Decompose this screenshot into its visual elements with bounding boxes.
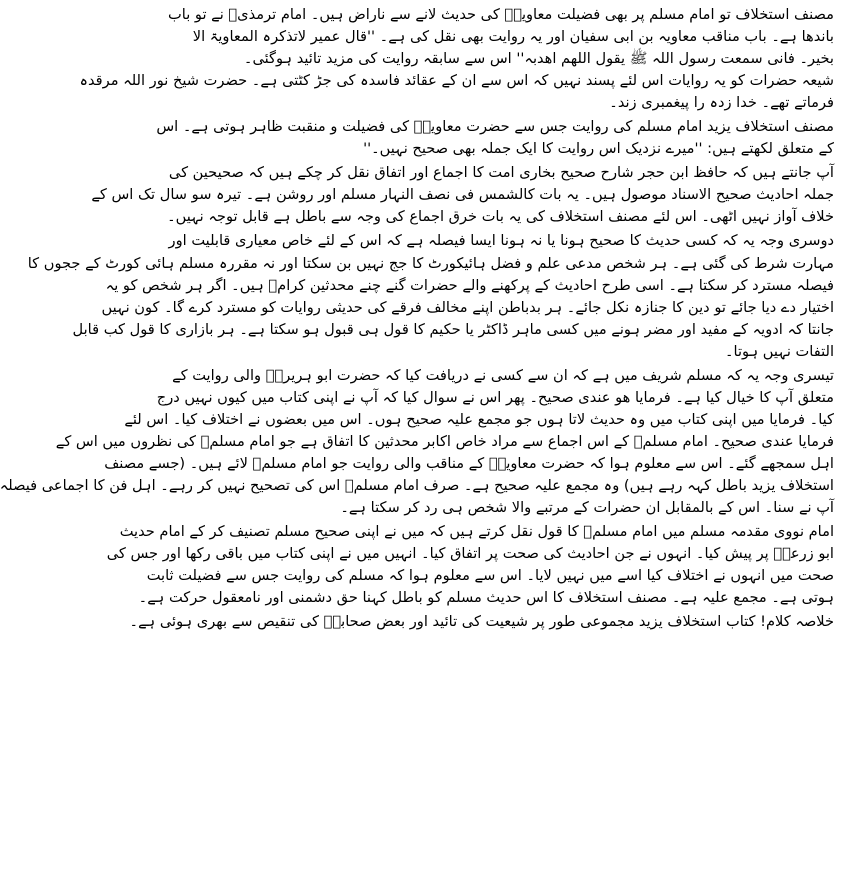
text-line: آپ نے سنا۔ اس کے بالمقابل ان حضرات کے مرتبے والا شخص ہی رد کر سکتا ہے۔ [340, 499, 834, 517]
text-line: خلاف آواز نہیں اٹھی۔ اس لئے مصنف استخلاف کی یہ بات خرق اجماع کی وجہ سے باطل ہے قابل توجہ نہیں۔ [167, 208, 834, 226]
text-line: ابو زرعہؒ پر پیش کیا۔ انہوں نے جن احادیث کی صحت پر اتفاق کیا۔ انہیں میں نے اپنی کتاب میں باقی رکھا اور جس کی [106, 545, 834, 563]
text-line: صحت میں انہوں نے اختلاف کیا اسے میں نہیں لایا۔ اس سے معلوم ہوا کہ مسلم کی روایت جس سے فضیلت ثابت [146, 567, 834, 585]
text-line: ہوتی ہے۔ مجمع علیہ ہے۔ مصنف استخلاف کا اس حدیث مسلم کو باطل کہنا حق دشمنی اور نامعقول حرکت ہے۔ [138, 589, 834, 607]
text-line: التفات نہیں ہوتا۔ [724, 342, 834, 360]
paragraph-conclusion [129, 611, 834, 633]
text-line: مصنف استخلاف یزید امام مسلم کی روایت جس سے حضرت معاویہؓ کی فضیلت و منقبت ظاہر ہوتی ہے۔ اس [156, 118, 834, 136]
text-line: جملہ احادیث صحیح الاسناد موصول ہیں۔ یہ بات کالشمس فی نصف النہار مسلم اور روشن ہے۔ تیرہ سو سال تک اس کے [91, 186, 834, 204]
text-line: شیعہ حضرات کو یہ روایات اس لئے پسند نہیں کہ اس سے ان کے عقائد فاسدہ کی جڑ کٹتی ہے۔ حضرت شیخ نور اللہ مرقدہ [79, 72, 834, 90]
text-line: آپ جانتے ہیں کہ حافظ ابن حجر شارح صحیح بخاری امت کا اجماع اور اتفاق نقل کر چکے ہیں کہ صحیحین کی [168, 164, 834, 182]
text-line: فیصلہ مسترد کر سکتا ہے۔ اسی طرح احادیث کے پرکھنے والے حضرات گنے چنے محدثین کرامؒ ہیں۔ اگر ہر شخص کو یہ [105, 276, 834, 294]
text-line: جانتا کہ ادویہ کے مفید اور مضر ہونے میں کسی ماہر ڈاکٹر یا حکیم کا قول ہی قبول ہو سکتا ہے۔ ہر بازاری کا قول کب قابل [72, 320, 834, 338]
paragraph-consensus [91, 162, 834, 228]
text-line: مہارت شرط کی گئی ہے۔ ہر شخص مدعی علم و فضل ہائیکورٹ کا جج نہیں بن سکتا اور نہ مقررہ مسلم ہائی کورٹ کے ججوں کا [27, 254, 834, 272]
text-line: امام نووی مقدمہ مسلم میں امام مسلمؒ کا قول نقل کرتے ہیں کہ میں نے اپنی صحیح مسلم تصنیف کر کے امام حدیث [119, 523, 834, 541]
paragraph-tirmidhi-chapter [79, 4, 834, 114]
text-line: دوسری وجہ یہ کہ کسی حدیث کا صحیح ہونا یا نہ ہونا ایسا فیصلہ ہے کہ اس کے لئے خاص معیاری قابلیت اور [168, 232, 834, 250]
paragraph-nawawi [106, 521, 834, 609]
text-line: تیسری وجہ یہ کہ مسلم شریف میں ہے کہ ان سے کسی نے دریافت کیا کہ حضرت ابو ہریرہؓ والی روایت کے [172, 366, 834, 384]
text-line: بخیر۔ فانی سمعت رسول اللہ ﷺ یقول اللھم اھدبہ'' اس سے سابقہ روایت کی مزید تائید ہوگئی۔ [243, 50, 834, 68]
paragraph-second-reason [27, 230, 834, 362]
text-line: باندھا ہے۔ باب مناقب معاویہ بن ابی سفیان اور یہ روایت بھی نقل کی ہے۔ ''قال عمیر لاتذکرہ المعاویۃ الا [192, 28, 834, 46]
text-line: متعلق آپ کا خیال کیا ہے۔ فرمایا ھو عندی صحیح۔ پھر اس نے سوال کیا کہ آپ نے اپنی کتاب میں کیوں نہیں درج [156, 388, 834, 406]
text-line: کے متعلق لکھتے ہیں: ''میرے نزدیک اس روایت کا ایک جملہ بھی صحیح نہیں۔'' [363, 140, 834, 158]
text-line: استخلاف یزید باطل کہہ رہے ہیں) وہ مجمع علیہ صحیح ہے۔ صرف امام مسلمؒ اس کی تصحیح نہیں کر رہے۔ اہل فن کا اجماعی فیصلہ [0, 476, 834, 494]
text-line: اہل سمجھے گئے۔ اس سے معلوم ہوا کہ حضرت معاویہؓ کے مناقب والی روایت جو امام مسلمؒ لائے ہیں۔ (جسے مصنف [104, 454, 834, 472]
text-line: مصنف استخلاف تو امام مسلم پر بھی فضیلت معاویہؓ کی حدیث لانے سے ناراض ہیں۔ امام ترمذیؒ نے تو باب [168, 6, 834, 23]
text-line: خلاصہ کلام! کتاب استخلاف یزید مجموعی طور پر شیعیت کی تائید اور بعض صحابہؓ کی تنقیص سے بھری ہوئی ہے۔ [129, 613, 834, 631]
text-line: کیا۔ فرمایا میں اپنی کتاب میں وہ حدیث لاتا ہوں جو مجمع علیہ صحیح ہوں۔ اس میں بعضوں نے اختلاف کیا۔ اس لئے [124, 410, 834, 428]
text-line: اختیار دے دیا جائے تو دین کا جنازہ نکل جائے۔ ہر بدباطن اپنے مخالف فرقے کی حدیثی روایات کو مسترد کرے گا۔ کون نہیں [101, 298, 834, 316]
text-line: فرمایا عندی صحیح۔ امام مسلمؒ کے اس اجماع سے مراد خاص اکابر محدثین کا اتفاق ہے جو امام مسلمؒ کی نظروں میں اس کے [55, 432, 834, 450]
paragraph-muslim-narration [156, 116, 834, 160]
text-line: فرماتے تھے۔ خدا زدہ را پیغمبری زند۔ [609, 94, 834, 112]
paragraph-third-reason [0, 365, 834, 519]
